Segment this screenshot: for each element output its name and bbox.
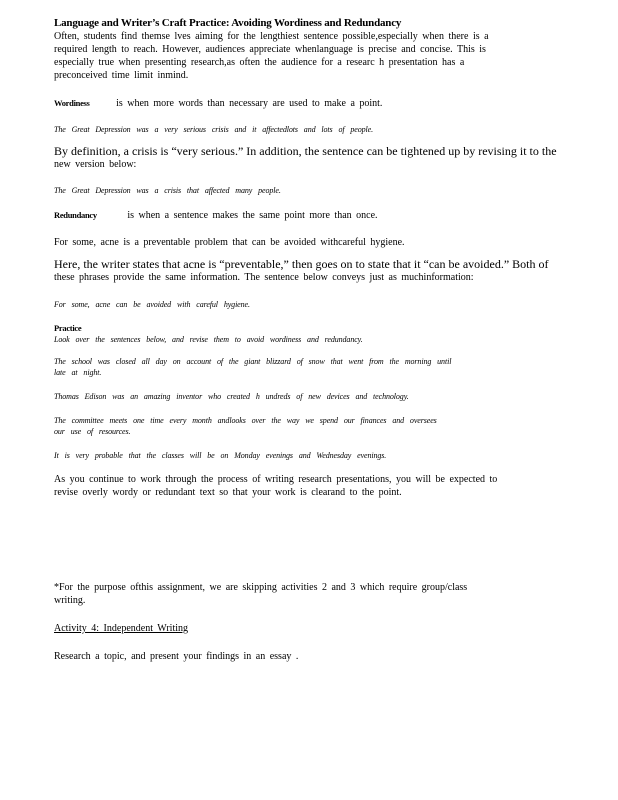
practice-item-line: Thomas Edison was an amazing inventor who created h undreds of new devices and technology. [54,392,409,401]
practice-item-line: late at night. [54,368,102,377]
example-sentence-1: The Great Depression was a very serious crisis and it affectedlots and lots of people. [54,125,374,134]
crisis-paragraph [54,145,564,171]
practice-item-line: The committee meets one time every month andlooks over the way we spend our finances and oversees [54,416,437,425]
closing-paragraph [54,473,564,499]
practice-item [54,356,564,378]
practice-label: Practice [54,323,82,333]
wordiness-label: Wordiness [54,98,90,108]
redundancy-label: Redundancy [54,210,97,220]
practice-item-line: It is very probable that the classes will be on Monday evenings and Wednesday evenings. [54,451,387,460]
practice-item [54,391,564,402]
practice-item [54,415,564,437]
practice-instruction: Look over the sentences below, and revise them to avoid wordiness and redundancy. [54,335,363,344]
intro-line: especially true when presenting research,as often the audience for a researc h presentation has a [54,57,465,68]
intro-line: preconceived time limit inmind. [54,70,189,81]
crisis-line: new version below: [54,159,137,170]
activity-text: Research a topic, and present your findings in an essay . [54,651,299,662]
document-title: Language and Writer’s Craft Practice: Avoiding Wordiness and Redundancy [54,17,402,29]
redundancy-text: is when a sentence makes the same point more than once. [127,210,378,221]
footnote [54,581,564,607]
practice-item-line: The school was closed all day on account of the giant blizzard of snow that went from the morning until [54,357,452,366]
wordiness-text: is when more words than necessary are used to make a point. [116,98,383,109]
practice-section [54,323,564,461]
acne-line: these phrases provide the same information. The sentence below conveys just as muchinformation: [54,272,474,283]
intro-line: Often, students find themse lves aiming for the lengthiest sentence possible,especially when there is a [54,31,489,42]
closing-line: revise overly wordy or redundant text so that your work is clearand to the point. [54,487,402,498]
closing-line: As you continue to work through the process of writing research presentations, you will be expected to [54,474,498,485]
practice-item-line: our use of resources. [54,427,131,436]
intro-line: required length to reach. However, audiences appreciate whenlanguage is precise and concise. This is [54,44,486,55]
footnote-line: *For the purpose ofthis assignment, we are skipping activities 2 and 3 which require group/class [54,582,468,593]
practice-item [54,450,564,461]
acne-line: Here, the writer states that acne is “preventable,” then goes on to state that it “can be avoided.” Both of [54,257,549,271]
activity-heading: Activity 4: Independent Writing [54,623,188,634]
crisis-line: By definition, a crisis is “very serious.” In addition, the sentence can be tightened up by revising it to the [54,144,557,158]
intro-paragraph [54,30,564,82]
acne-sentence: For some, acne is a preventable problem that can be avoided withcareful hygiene. [54,237,405,248]
redundancy-definition [54,209,564,222]
example-sentence-2: The Great Depression was a crisis that affected many people. [54,186,281,195]
example-sentence-3: For some, acne can be avoided with careful hygiene. [54,300,250,309]
wordiness-definition [54,97,564,110]
document-page [54,17,564,663]
footnote-line: writing. [54,595,86,606]
acne-paragraph [54,258,564,284]
